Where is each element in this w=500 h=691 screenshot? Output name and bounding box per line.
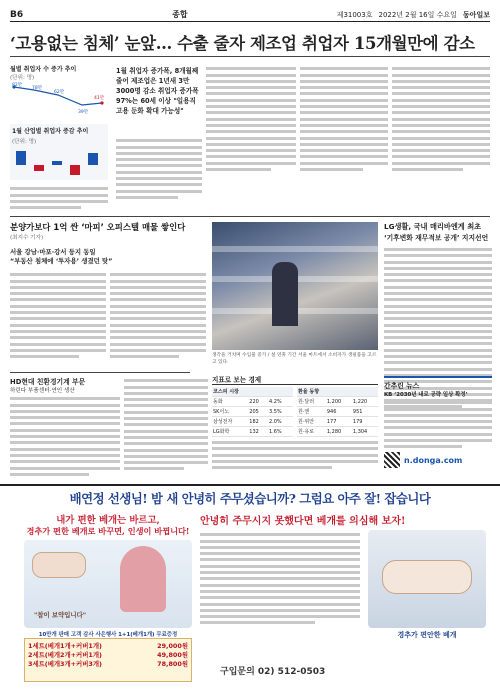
article-subhead: 서울 강남·마포·강서 등지 동일 xyxy=(10,248,96,256)
exchange-table xyxy=(297,387,378,437)
data-label: 41만 xyxy=(94,96,105,101)
brief-news xyxy=(384,376,492,468)
news-sub: 하린다 부품센터·연인 생산 xyxy=(10,388,75,394)
table-row: 원·달러 1,200 1,220 xyxy=(297,397,378,407)
news-title: HD현대 친환경기계 부문 xyxy=(10,378,86,386)
table-row: LG화학 132 1.6% xyxy=(212,427,293,437)
industry-chart xyxy=(10,124,108,180)
ad-photo xyxy=(24,540,192,628)
table-row: SK이노 205 3.5% xyxy=(212,407,293,417)
article-body xyxy=(124,376,208,474)
web-link[interactable]: n.donga.com xyxy=(404,455,463,465)
bar xyxy=(52,161,62,165)
main-headline: ‘고용없는 침체’ 눈앞… 수출 줄자 제조업 취업자 15개월만에 감소 xyxy=(10,34,475,53)
bar xyxy=(70,165,80,175)
order-phone[interactable]: 구입문의 02) 512-0503 xyxy=(220,667,326,677)
ad-body xyxy=(200,530,360,628)
article-body xyxy=(116,136,202,202)
paper-name: 동아일보 xyxy=(462,10,490,19)
ad-subhead: 안녕히 주무시지 못했다면 베개를 의심해 보자! xyxy=(200,516,406,527)
ad-red-copy: 내가 편한 베개는 바르고, 경추가 편한 베개로 바꾸면, 인생이 바뀝니다! xyxy=(26,515,190,536)
chart-svg xyxy=(10,81,108,115)
article-lead: 1월 취업자 증가폭, 8개월째 줄어 제조업은 1년새 3만3000명 감소 취업자 증가폭 97%는 60세 이상 "일용직 고용 둔화 확대 가능성" xyxy=(116,67,199,115)
price-row: 2세트(베개2개+커버1개) 49,800원 xyxy=(28,651,188,659)
article-body xyxy=(110,270,206,361)
article-body xyxy=(206,64,296,174)
divider xyxy=(10,56,490,57)
chart-text xyxy=(10,184,108,212)
price-row: 3세트(베개3개+커버3개) 78,800원 xyxy=(28,660,188,668)
chart-unit: (단위: 명) xyxy=(12,139,37,145)
bar xyxy=(34,165,44,171)
brief-sub: KB ‘2030년 내로 공략 일상 확정’ xyxy=(384,392,468,398)
pillow-product-photo xyxy=(368,530,486,628)
divider xyxy=(10,216,490,217)
article-subhead: “부동산 침체에 ‘투자용’ 생겼던 탓” xyxy=(10,257,113,265)
qr-code-icon[interactable] xyxy=(384,452,400,468)
byline: (최지수 기자) xyxy=(10,235,44,241)
photo-caption: 생각을 거치며 수입물 증가 / 설 연휴 기간 서울 마트에서 소비자가 생필품을 고르고 있다. xyxy=(212,353,377,365)
price-row: 1세트(베개1개+커버1개) 29,000원 xyxy=(28,642,188,650)
data-point xyxy=(100,101,103,104)
issue-number: 제31003호 xyxy=(336,10,373,19)
table-row: 원·유로 1,280 1,304 xyxy=(297,427,378,437)
ad-quote: "참이 보약입니다" xyxy=(34,611,87,619)
article-title: LG생활, 국내 매리바엔게 최초 xyxy=(384,222,482,231)
article-body xyxy=(10,270,106,361)
article-subhead: ‘기후변화 재무적보 공개’ 지지선언 xyxy=(384,234,489,242)
masthead xyxy=(337,10,490,20)
data-label: 78만 xyxy=(32,86,43,91)
kospi-table xyxy=(212,387,293,437)
pillow-image xyxy=(32,552,86,578)
apartment-article xyxy=(10,222,210,265)
chart-svg xyxy=(10,145,108,181)
page-header xyxy=(10,8,490,22)
brief-title: 간추린 뉴스 xyxy=(384,382,420,390)
table-row: 원·엔 946 951 xyxy=(297,407,378,417)
ad-tail: 경추가 편안한 베개 xyxy=(397,631,457,639)
table-row: 삼성전자 182 2.0% xyxy=(212,417,293,427)
issue-date: 2022년 2월 16일 수요일 xyxy=(378,10,457,19)
data-label: 82만 xyxy=(12,83,23,88)
news-box xyxy=(10,376,120,479)
market-indicators xyxy=(212,374,378,472)
table-row: 동화 220 4.2% xyxy=(212,397,293,407)
price-title: 10만개 판매 고객 감사 사은행사 1+1(베개1개) 무료증정 xyxy=(38,632,178,638)
article-title: 분양가보다 1억 싼 ‘마피’ 오피스텔 매물 쌓인다 xyxy=(10,222,186,232)
chart-title: 월별 취업자 수 증가 추이 xyxy=(10,66,77,73)
supermarket-photo xyxy=(212,222,378,350)
ad-headline: 배연정 선생님! 밤 새 안녕히 주무셨습니까? 그럼요 아주 잘! 잡습니다 xyxy=(69,491,431,506)
table-header: 환율 동향 xyxy=(297,387,378,397)
data-label: 62만 xyxy=(54,90,65,95)
ad-divider xyxy=(0,484,500,486)
market-title: 지표로 보는 경제 xyxy=(212,374,378,385)
section-label: 종합 xyxy=(172,10,188,19)
article-body xyxy=(392,64,490,174)
bar xyxy=(88,153,98,165)
table-header: 코스피 시장 xyxy=(212,387,293,397)
price-list xyxy=(24,638,192,682)
data-label: 39만 xyxy=(78,110,89,115)
person-photo xyxy=(120,546,166,612)
employment-chart xyxy=(10,64,108,115)
bar xyxy=(16,151,26,165)
article-body xyxy=(300,64,388,174)
page-number: B6 xyxy=(10,9,24,20)
chart-title: 1월 산업별 취업자 증감 추이 xyxy=(12,128,89,135)
chart-unit: (단위: 명) xyxy=(10,75,35,81)
divider xyxy=(10,372,190,373)
table-row: 원·위안 177 179 xyxy=(297,417,378,427)
shopper-figure xyxy=(272,262,298,326)
